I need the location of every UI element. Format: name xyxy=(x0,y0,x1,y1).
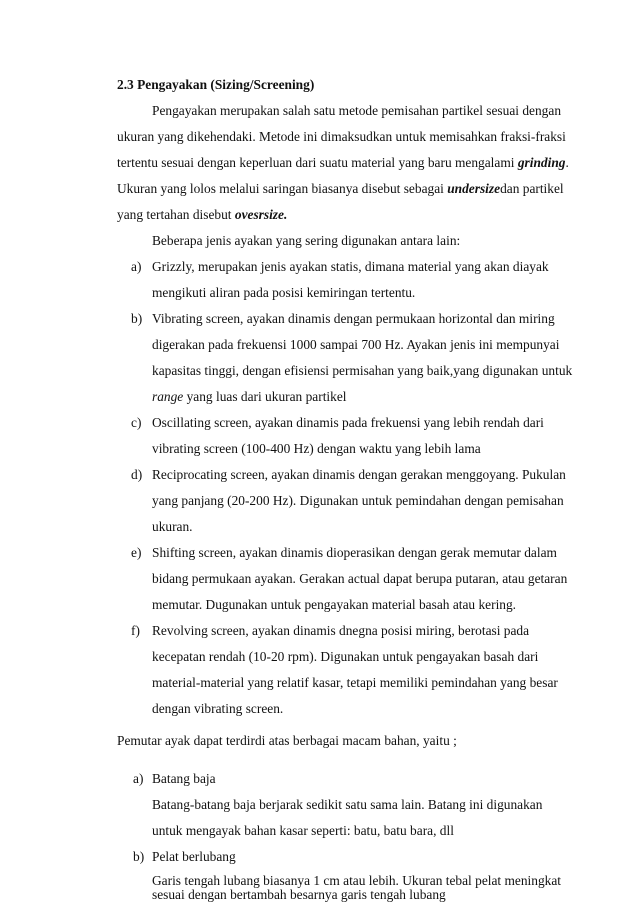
list-item-b-line-4 xyxy=(152,389,347,405)
material-a-line-2: untuk mengayak bahan kasar seperti: batu, batu bara, dll xyxy=(152,823,454,838)
list-item-b-line-4-text: yang luas dari ukuran partikel xyxy=(183,389,347,404)
intro-line-4-end: dan partikel xyxy=(500,181,564,196)
materials-intro: Pemutar ayak dapat terdirdi atas berbagai macam bahan, yaitu ; xyxy=(117,733,457,748)
list-item-d-line-3: ukuran. xyxy=(152,519,193,534)
term-range: range xyxy=(152,389,184,404)
list-item-f-line-2: kecepatan rendah (10-20 rpm). Digunakan untuk pengayakan basah dari xyxy=(152,649,539,664)
material-a-line-1: Batang-batang baja berjarak sedikit satu sama lain. Batang ini digunakan xyxy=(152,797,543,812)
list-marker: a) xyxy=(133,771,144,786)
list-item-a-line-2: mengikuti aliran pada posisi kemiringan tertentu. xyxy=(152,285,416,300)
list-item-b-line-3: kapasitas tinggi, dengan efisiensi permisahan yang baik,yang digunakan untuk xyxy=(152,363,573,378)
list-marker: b) xyxy=(133,849,145,864)
intro-line-2: ukuran yang dikehendaki. Metode ini dimaksudkan untuk memisahkan fraksi-fraksi xyxy=(117,129,566,144)
list-item-f-line-4: dengan vibrating screen. xyxy=(152,701,284,716)
list-marker: d) xyxy=(131,467,143,482)
list-marker: e) xyxy=(131,545,142,560)
intro-line-5 xyxy=(117,207,287,223)
list-marker: b) xyxy=(131,311,143,326)
list-item-f-line-3: material-material yang relatif kasar, tetapi memiliki pemindahan yang besar xyxy=(152,675,558,690)
intro-line-3 xyxy=(117,155,569,171)
list-item-c-line-2: vibrating screen (100-400 Hz) dengan waktu yang lebih lama xyxy=(152,441,481,456)
material-b-line-1: Garis tengah lubang biasanya 1 cm atau lebih. Ukuran tebal pelat meningkat xyxy=(152,873,562,888)
material-b-line-2: sesuai dengan bertambah besarnya garis tengah lubang xyxy=(152,887,446,902)
term-grinding: grinding xyxy=(517,155,566,170)
list-item-f-line-1: Revolving screen, ayakan dinamis dnegna posisi miring, berotasi pada xyxy=(152,623,530,638)
intro-line-1: Pengayakan merupakan salah satu metode pemisahan partikel sesuai dengan xyxy=(152,103,562,118)
list-item-e-line-1: Shifting screen, ayakan dinamis dioperasikan dengan gerak memutar dalam xyxy=(152,545,557,560)
list-item-e-line-3: memutar. Dugunakan untuk pengayakan material basah atau kering. xyxy=(152,597,517,612)
intro-line-3-end: . xyxy=(565,155,569,170)
intro-line-3-text: tertentu sesuai dengan keperluan dari suatu material yang baru mengalami xyxy=(117,155,518,170)
intro-line-6: Beberapa jenis ayakan yang sering digunakan antara lain: xyxy=(152,233,461,248)
list-item-a-line-1: Grizzly, merupakan jenis ayakan statis, dimana material yang akan diayak xyxy=(152,259,549,274)
list-marker: c) xyxy=(131,415,142,430)
list-item-d-line-2: yang panjang (20-200 Hz). Digunakan untuk pemindahan dengan pemisahan xyxy=(152,493,564,508)
list-marker: f) xyxy=(131,623,140,638)
list-item-b-line-2: digerakan pada frekuensi 1000 sampai 700 Hz. Ayakan jenis ini mempunyai xyxy=(152,337,560,352)
intro-line-4-text: Ukuran yang lolos melalui saringan biasanya disebut sebagai xyxy=(117,181,448,196)
intro-line-4 xyxy=(117,181,564,197)
list-item-d-line-1: Reciprocating screen, ayakan dinamis dengan gerakan menggoyang. Pukulan xyxy=(152,467,566,482)
material-a-title: Batang baja xyxy=(152,771,216,786)
material-b-title: Pelat berlubang xyxy=(152,849,236,864)
term-undersize: undersize xyxy=(447,181,501,196)
list-marker: a) xyxy=(131,259,142,274)
list-item-c-line-1: Oscillating screen, ayakan dinamis pada frekuensi yang lebih rendah dari xyxy=(152,415,544,430)
intro-line-5-text: yang tertahan disebut xyxy=(117,207,235,222)
term-oversize: ovesrsize. xyxy=(234,207,288,222)
section-heading: 2.3 Pengayakan (Sizing/Screening) xyxy=(117,77,315,92)
list-item-e-line-2: bidang permukaan ayakan. Gerakan actual dapat berupa putaran, atau getaran xyxy=(152,571,568,586)
list-item-b-line-1: Vibrating screen, ayakan dinamis dengan permukaan horizontal dan miring xyxy=(152,311,555,326)
